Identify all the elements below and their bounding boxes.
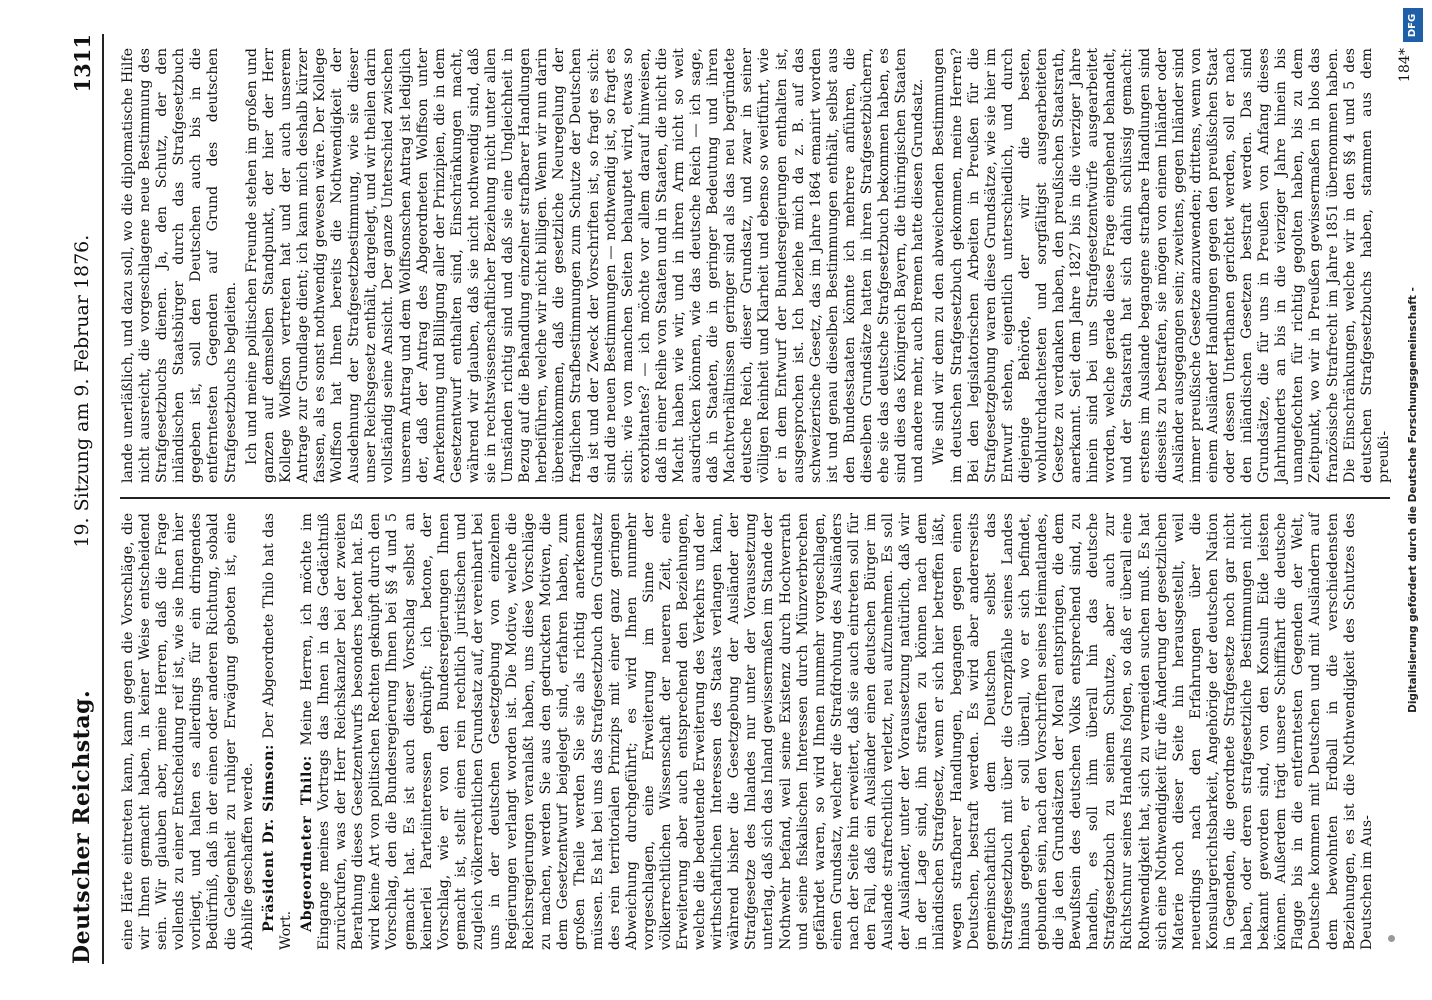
scan-dot <box>1388 935 1395 942</box>
paragraph: lande unerläßlich, und dazu soll, wo die diplomatische Hilfe nicht ausreicht, die vorgeschlagene neue Bestimmung des Strafgesetzbuchs dienen. Ja, den Schutz, der den inländischen Staatsbürger durch das Strafgesetzbuch gegeben ist, soll den Deutschen auch bis in die entferntesten Gegenden auf Grund des deutschen Strafgesetzbuchs begleiten. <box>120 48 239 483</box>
speaker-name: Präsident Dr. Simson: <box>260 744 277 932</box>
paragraph-thilo <box>299 513 1376 950</box>
signature-mark: 184* <box>1396 48 1413 83</box>
speech-text: Der Abgeordnete Thilo hat das Wort. <box>260 513 294 950</box>
paragraph: Wie sind wir denn zu den abweichenden Bestimmungen im deutschen Strafgesetzbuch gekommen, meine Herren? Bei den legislatorischen Arbeiten in Preußen für die Strafgesetzgebung waren diese Grundsätze, wie sie hier im Entwurf stehen, eigentlich unterschiedlich, und durch diejenige Behörde, der wir die besten, wohldurchdachtesten und sorgfältigst ausgearbeiteten Gesetze zu verdanken haben, den preußischen Staatsrath, anerkannt. Seit dem Jahre 1827 bis in die vierziger Jahre hinein sind bei uns Strafgesetzentwürfe ausgearbeitet worden, welche gerade diese Frage eingehend behandelt, und der Staatsrath hat sich dahin schlüssig gemacht: erstens im Auslande begangene strafbare Handlungen sind diesseits zu bestrafen, sie mögen von einem Inländer oder Ausländer ausgegangen sein; zweitens, gegen Inländer sind immer preußische Gesetze anzuwenden; drittens, wenn von einem Ausländer Handlungen gegen den preußischen Staat oder dessen Unterthanen gerichtet werden, soll er nach den inländischen Gesetzen bestraft werden. Das sind Grundsätze, die für uns in Preußen von Anfang dieses Jahrhunderts an bis in die vierziger Jahre hinein bis unangefochten für richtig gegolten haben, bis zu dem Zeitpunkt, wo wir in Preußen gewissermaßen in blos das französische Strafrecht im Jahre 1851 übernommen haben. Die Einschränkungen, welche wir in den §§ 4 und 5 des deutschen Strafgesetzbuchs haben, stammen aus dem preußi- <box>931 48 1392 483</box>
page-number: 1311 <box>69 34 95 93</box>
credit-text: Digitalisierung gefördert durch die Deutsche Forschungsgemeinschaft - <box>1407 287 1419 713</box>
digitization-credit <box>1402 0 1424 1000</box>
session-heading: 19. Sitzung am 9. Februar 1876. <box>71 234 93 548</box>
speech-text: Meine Herren, ich möchte im Eingange meines Vortrags das Ihnen in das Gedächtniß zurückrufen, was der Herr Reichskanzler bei der zweiten Berathung dieses Gesetzentwurfs besonders betont hat. Es wird keine Art von politischen Rechten geknüpft durch den Vorschlag, den die Bundesregierung Ihnen bei §§ 4 und 5 gemacht hat. Es ist auch dieser Vorschlag selbst an keinerlei Parteiinteressen geknüpft; ich betone, der Vorschlag, wie er von den Bundesregierungen Ihnen gemacht ist, stellt einen rein rechtlich juristischen und zugleich völkerrechtlichen Grundsatz auf, der vereinbart bei uns in der deutschen Gesetzgebung von einzelnen Regierungen verlangt worden ist. Die Motive, welche die Reichsregierungen veranlaßt haben, uns diese Vorschläge zu machen, werden Sie aus den gedruckten Motiven, die dem Gesetzentwurf beigelegt sind, erfahren haben, zum großen Theile werden Sie sie als richtig anerkennen müssen. Es hat bei uns das Strafgesetzbuch den Grundsatz des rein territorialen Prinzips mit einer ganz geringen Abweichung durchgeführt; es wird Ihnen nunmehr vorgeschlagen, eine Erweiterung im Sinne der völkerrechtlichen Wissenschaft der neueren Zeit, eine Erweiterung aber auch entsprechend den Beziehungen, welche die bedeutende Erweiterung des Verkehrs und der wirthschaftlichen Interessen des Staats verlangen kann, während bisher die Gesetzgebung der Ausländer der Strafgesetze des Inlandes nur unter der Voraussetzung unterlag, daß sich das Inland gewissermaßen im Stande der Nothwehr befand, weil seine Existenz durch Hochverrath und seine fiskalischen Interessen durch Münzverbrechen gefährdet waren, so wird Ihnen nunmehr vorgeschlagen, einen Grundsatz, welcher die Strafdrohung des Ausländers nach der Seite hin erweitert, daß sie auch eintreten soll für den Fall, daß ein Ausländer einen deutschen Bürger im Auslande strafrechtlich verletzt, neu aufzunehmen. Es soll der Ausländer, unter der Voraussetzung natürlich, daß wir in der Lage sind, ihn strafen zu können nach dem inländischen Strafgesetz, wenn er sich hier betreffen läßt, wegen strafbarer Handlungen, begangen gegen einen Deutschen, bestraft werden. Es wird aber andererseits gemeinschaftlich dem Deutschen selbst das Strafgesetzbuch mit über die Grenzpfähle seines Landes hinaus gegeben, er soll überall, wo er sich befindet, gebunden sein, nach den Vorschriften seines Heimatlandes, die ja den Grundsätzen der Moral entspringen, die dem Bewußtsein des deutschen Volks entsprechend sind, zu handeln, es soll ihm überall hin das deutsche Strafgesetzbuch zu seinem Schutze, aber auch zur Richtschnur seines Handelns folgen, so daß er überall eine Rothwendigkeit hat, sich zu vermeiden suchen muß. Es hat sich eine Nothwendigkeit für die Änderung der gesetzlichen Materie noch dieser Seite hin herausgestellt, weil neuerdings nach den Erfahrungen über die Konsulargerichtsbarkeit, Angehörige der deutschen Nation in Gegenden, die geordnete Strafgesetze noch gar nicht haben, oder deren strafgesetzliche Bestimmungen nicht bekannt geworden sind, von den Konsuln Eide leisten können. Außerdem trägt unsere Schifffahrt die deutsche Flagge bis in die entferntesten Gegenden der Welt, Deutsche kommen mit Deutschen und mit Ausländern auf dem bewohnten Erdball in die verschiedensten Beziehungen, es ist die Nothwendigkeit des Schutzes des Deutschen im Aus- <box>298 513 1375 950</box>
dfg-logo-text: DFG <box>1407 13 1419 37</box>
publication-title: Deutscher Reichstag. <box>69 689 95 964</box>
column-left <box>120 499 1390 964</box>
paragraph: Ich und meine politischen Freunde stehen im großen und ganzen auf demselben Standpunkt, der hier der Herr Kollege Wolffson vertreten hat und der auch unserem Antrage zur Grundlage dient; ich kann mich deshalb kürzer fassen, als es sonst nothwendig gewesen wäre. Der Kollege Wolffson hat Ihnen bereits die Nothwendigkeit der Ausdehnung der Strafgesetzbestimmung, wie sie dieser unser Reichsgesetz enthält, dargelegt, und wir theilen darin vollständig seine Ansicht. Der ganze Unterschied zwischen unserem Antrag und dem Wolffsonschen Antrag ist lediglich der, daß der Antrag des Abgeordneten Wolffson unter Anerkennung und Billigung aller der Prinzipien, die in dem Gesetzentwurf enthalten sind, Einschränkungen macht, während wir glauben, daß sie nicht nothwendig sind, daß sie in rechtswissenschaftlicher Beziehung nicht unter allen Umständen richtig sind und daß sie eine Ungleichheit in Bezug auf die Behandlung einzelner strafbarer Handlungen herbeiführen, welche wir nicht billigen. Wenn wir nun darin übereinkommen, daß die gesetzliche Neuregelung der fraglichen Strafbestimmungen zum Schutze der Deutschen da ist und der Zweck der Vorschriften ist, so fragt es sich: sind die neuen Bestimmungen — nothwendig ist, so fragt es sich: wie von manchen Seiten behauptet wird, etwas so exorbitantes? — ich möchte vor allem darauf hinweisen, daß in einer Reihe von Staaten und in Staaten, die nicht die Macht haben wie wir, und in ihren Arm nicht so weit ausdrücken können, wie das deutsche Reich — ich sage, daß in Staaten, die in geringer Bedeutung und ihren Machtverhältnissen geringer sind als das neu begründete deutsche Reich, dieser Grundsatz, und zwar in seiner völligen Reinheit und Klarheit und ebenso so weitführt, wie er in dem Entwurf der Bundesregierungen enthalten ist, ausgesprochen ist. Ich beziehe mich da z. B. auf das schweizerische Gesetz, das im Jahre 1864 emanirt worden ist und genau dieselben Bestimmungen enthält, selbst aus den Bundesstaaten könnte ich mehrere anführen, die dieselben Grundsätze hatten in ihren Strafgesetzbüchern, ehe sie das deutsche Strafgesetzbuch bekommen haben, es sind dies das Königreich Bayern, die thüringischen Staaten und andere mehr, auch Bremen hatte diesen Grundsatz. <box>243 48 927 483</box>
speaker-name: Abgeordneter Thilo: <box>298 755 315 932</box>
paragraph-president <box>261 513 295 950</box>
running-head <box>62 34 104 964</box>
column-right <box>120 34 1413 499</box>
paragraph: eine Härte eintreten kann, kann gegen die Vorschläge, die wir Ihnen gemacht haben, in keiner Weise entscheidend sein. Wir glauben aber, meine Herren, daß die Frage vollends zu einer Entscheidung reif ist, wie sie Ihnen hier vorliegt, und halten es allerdings für ein dringendes Bedürfniß, daß in der einen oder anderen Richtung, sobald die Gelegenheit zu ruhiger Erwägung geboten ist, eine Abhilfe geschaffen werde. <box>120 513 256 950</box>
